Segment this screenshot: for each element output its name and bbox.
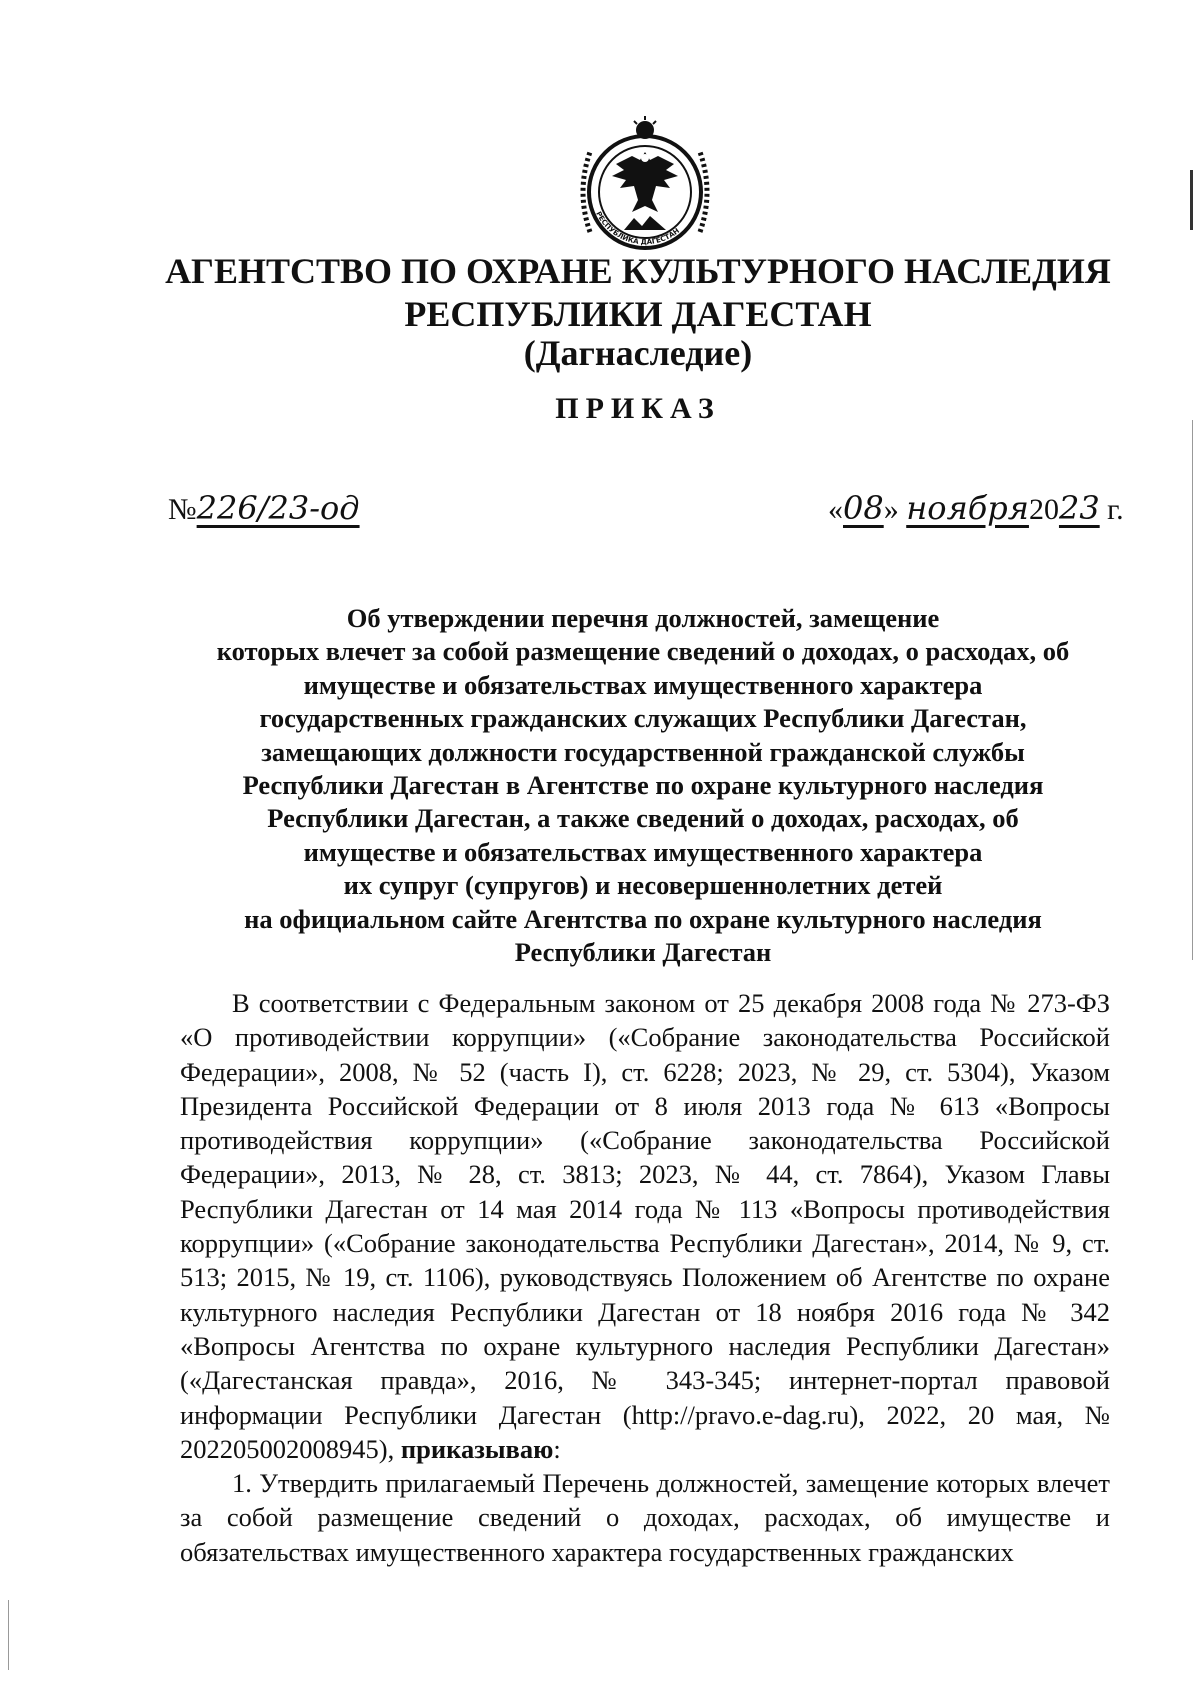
dagestan-emblem-icon xyxy=(572,112,718,262)
date-unit: г. xyxy=(1107,493,1124,526)
date-open-quote: « xyxy=(828,493,843,526)
preamble-text: В соответствии с Федеральным законом от 25 декабря 2008 года № 273-ФЗ «О противодействии коррупции» («Собрание законодательства Российской Федерации», 2008, № 52 (часть I), ст. 6228; 2023, № 29, ст. 5304), Указом Президента Российской Федерации от 8 июля 2013 года № 613 «Вопросы противодействия коррупции» («Собрание законодательства Российской Федерации», 2013, № 28, ст. 3813; 2023, № 44, ст. 7864), Указом Главы Республики Дагестан от 14 мая 2014 года № 113 «Вопросы противодействия коррупции» («Собрание законодательства Республики Дагестан», 2014, № 9, ст. 513; 2015, № 19, ст. 1106), руководствуясь Положением об Агентстве по охране культурного наследия Республики Дагестан от 18 ноября 2016 года № 342 «Вопросы Агентства по охране культурного наследия Республики Дагестан» («Дагестанская правда», 2016, № 343-345; интернет-портал правовой информации Республики Дагестан (http://pravo.e-dag.ru), 2022, 20 мая, № 202205002008945), xyxy=(180,988,1110,1464)
title-line: имуществе и обязательствах имущественного характера xyxy=(303,669,983,700)
order-number-handwritten: 226/23-од xyxy=(196,489,360,527)
order-date xyxy=(828,488,1124,530)
date-year-prefix: 20 xyxy=(1028,493,1059,526)
title-line: Республики Дагестан, а также сведений о доходах, расходах, об xyxy=(267,803,1019,834)
org-name-line2: РЕСПУБЛИКИ ДАГЕСТАН xyxy=(404,294,872,334)
date-month: ноября xyxy=(906,489,1029,527)
preamble-colon: : xyxy=(553,1433,561,1464)
document-type: ПРИКАЗ xyxy=(555,392,721,425)
title-line: на официальном сайте Агентства по охране культурного наследия xyxy=(244,903,1042,934)
title-line: Республики Дагестан в Агентстве по охране культурного наследия xyxy=(242,770,1044,801)
order-body xyxy=(180,986,1110,1569)
order-title xyxy=(170,602,1116,969)
title-line: их супруг (супругов) и несовершеннолетних детей xyxy=(343,870,943,901)
title-line: государственных гражданских служащих Республики Дагестан, xyxy=(259,703,1027,734)
title-line: Об утверждении перечня должностей, замещение xyxy=(346,603,940,633)
order-verb: приказываю xyxy=(400,1433,554,1464)
scan-edge-mark xyxy=(8,1600,9,1670)
date-year-suffix: 23 xyxy=(1058,489,1100,527)
org-name-line1: АГЕНТСТВО ПО ОХРАНЕ КУЛЬТУРНОГО НАСЛЕДИЯ xyxy=(165,251,1111,291)
org-short-name: (Дагнаследие) xyxy=(523,333,753,373)
title-line: замещающих должности государственной гражданской службы xyxy=(261,736,1025,767)
title-line: Республики Дагестан xyxy=(514,937,772,968)
emblem-ring-text: РЕСПУБЛИКА ДАГЕСТАН xyxy=(594,210,682,247)
date-close-quote: » xyxy=(883,493,899,526)
clause-1-paragraph: 1. Утвердить прилагаемый Перечень должностей, замещение которых влечет за собой размещение сведений о доходах, расходах, об имуществе и обязательствах имущественного характера государственных гражданских xyxy=(180,1468,1110,1567)
title-line: имуществе и обязательствах имущественного характера xyxy=(303,836,983,867)
scan-edge-mark xyxy=(1190,170,1193,230)
scan-edge-mark xyxy=(1192,420,1193,960)
preamble-paragraph xyxy=(180,986,1110,1466)
title-line: которых влечет за собой размещение сведений о доходах, о расходах, об xyxy=(216,636,1070,667)
number-prefix: № xyxy=(168,493,197,526)
date-day: 08 xyxy=(843,489,884,527)
order-number xyxy=(168,488,360,530)
